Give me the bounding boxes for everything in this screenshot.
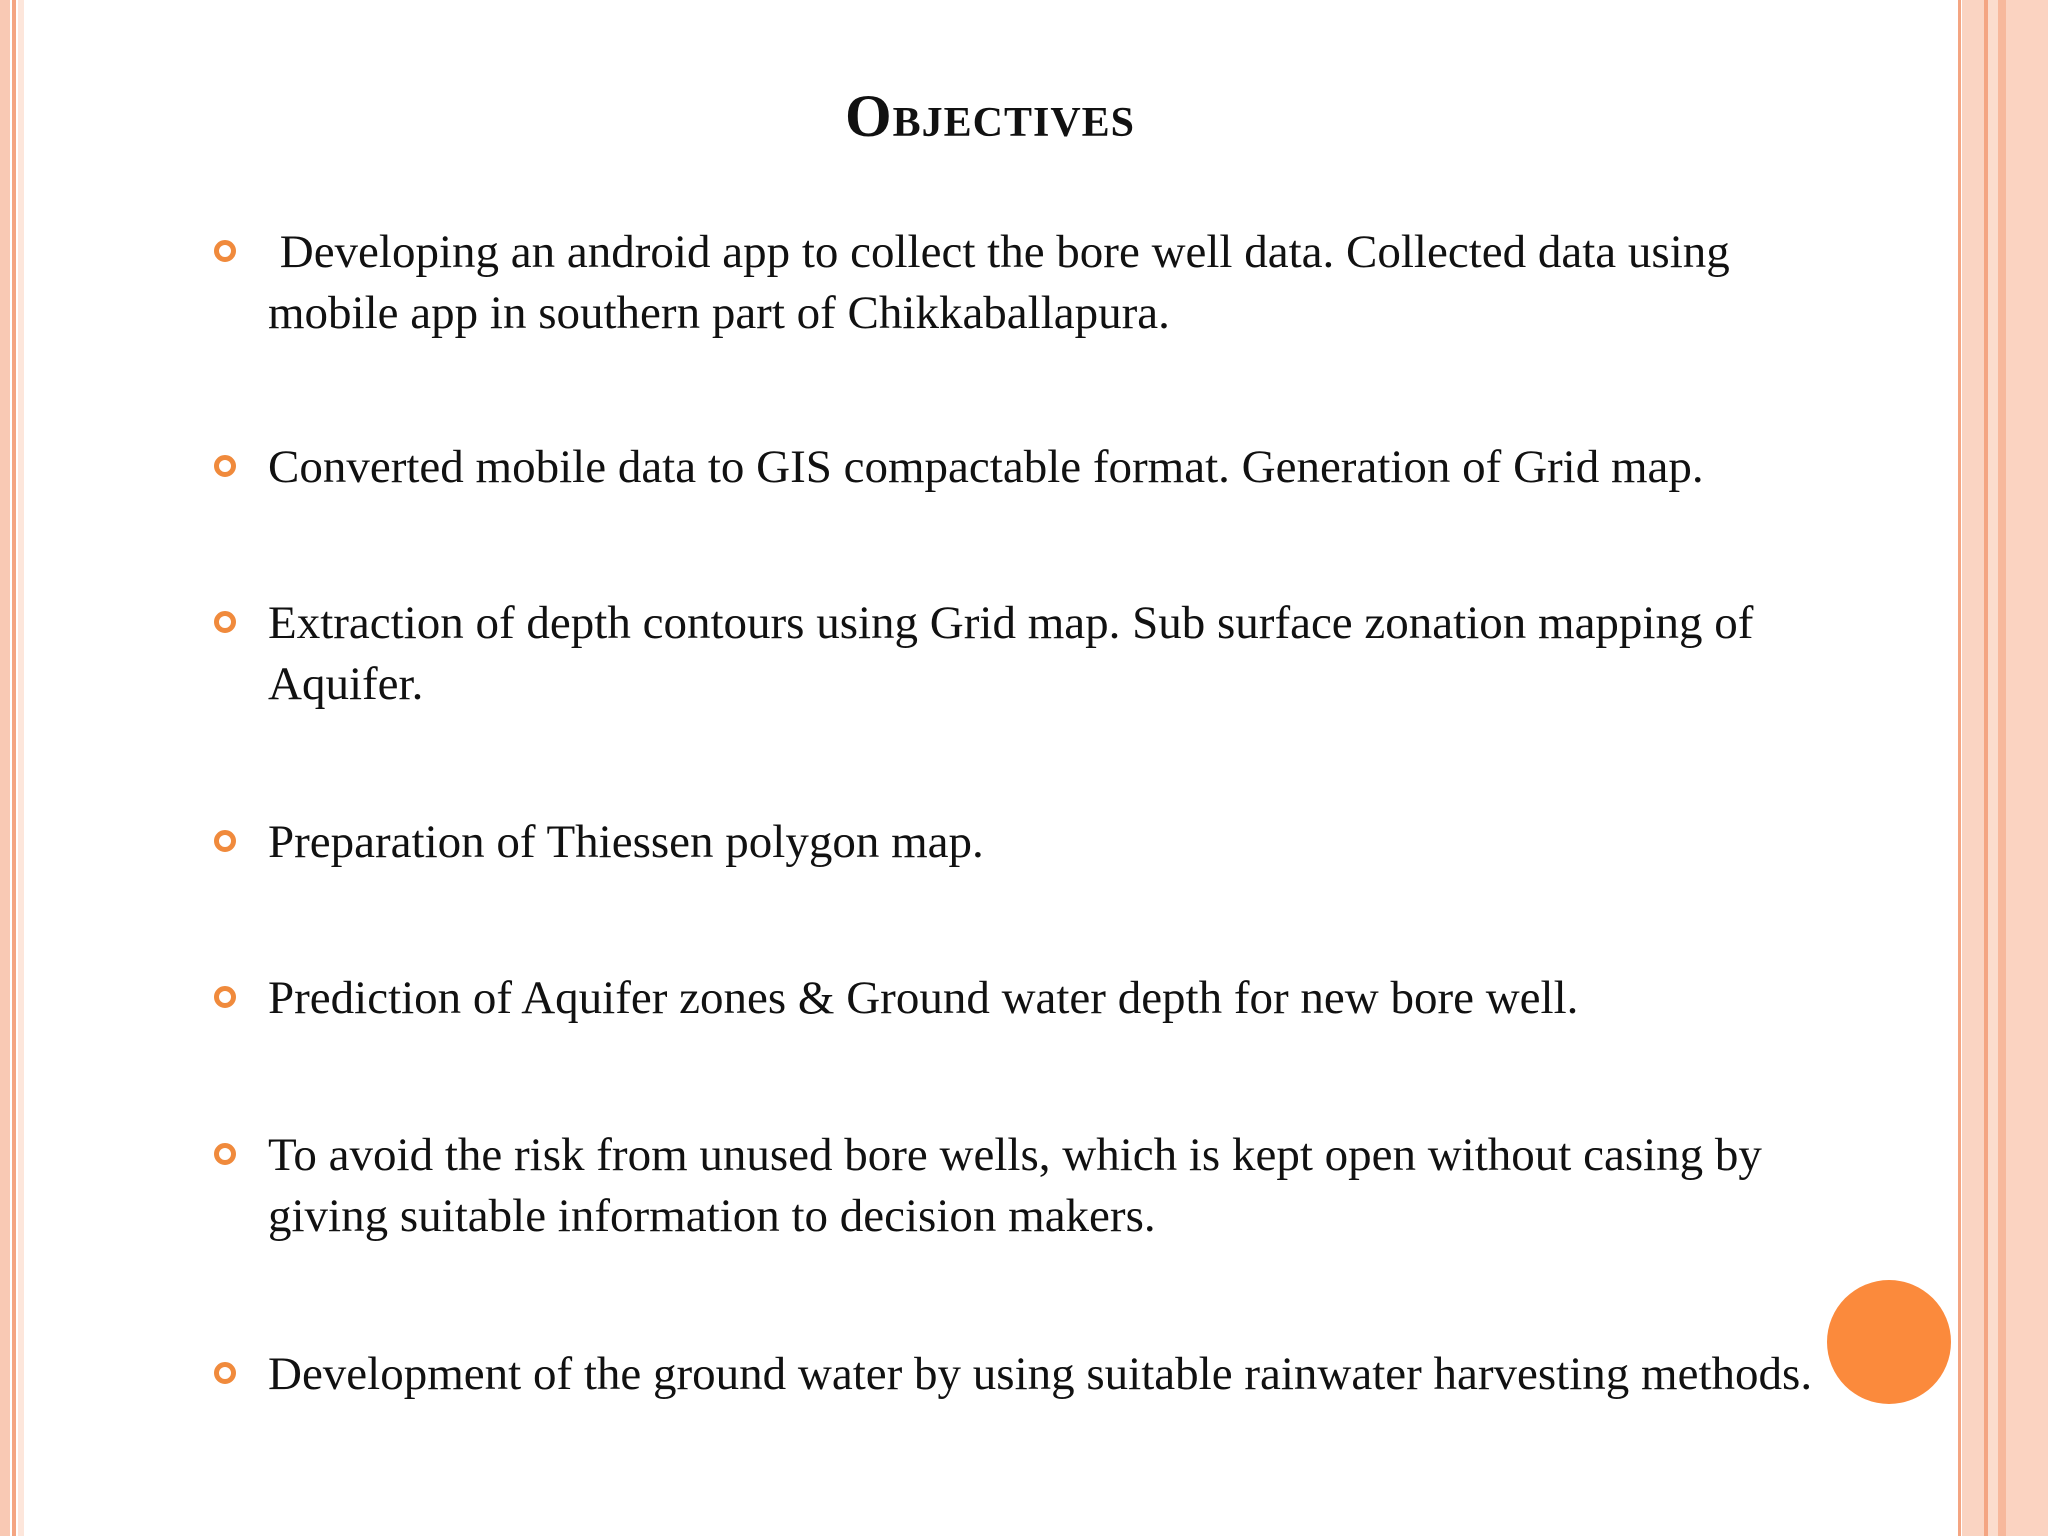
bullet-icon [214,240,236,262]
right-border-stripe [1998,0,2006,1536]
right-border-stripe [1962,0,1984,1536]
bullet-icon [214,1362,236,1384]
bullet-text: Converted mobile data to GIS compactable format. Generation of Grid map. [268,441,1704,493]
bullet-icon [214,455,236,477]
list-item [200,1344,1850,1405]
list-item [200,593,1850,715]
right-border-stripe [1958,0,1961,1536]
orange-circle-decoration [1827,1280,1951,1404]
list-item [200,437,1850,498]
bullet-text: To avoid the risk from unused bore wells, which is kept open without casing by giving suitable information to decision makers. [268,1129,1774,1242]
bullet-icon [214,611,236,633]
list-item [200,222,1850,344]
bullet-text: Prediction of Aquifer zones & Ground water depth for new bore well. [268,972,1579,1024]
list-item [200,1125,1850,1247]
bullet-text: Extraction of depth contours using Grid map. Sub surface zonation mapping of Aquifer. [268,597,1763,710]
left-border-stripe [18,0,24,1536]
bullet-text: Preparation of Thiessen polygon map. [268,816,984,868]
left-border-stripe [0,0,10,1536]
slide-title: Objectives [844,83,1136,149]
list-item [200,968,1850,1029]
bullet-text: Developing an android app to collect the bore well data. Collected data using mobile app in southern part of Chikkaballapura. [268,226,1742,339]
bullet-icon [214,986,236,1008]
bullet-icon [214,830,236,852]
right-border-stripe [2006,0,2048,1536]
left-border-stripe [12,0,16,1536]
bullet-icon [214,1143,236,1165]
bullet-text: Development of the ground water by using suitable rainwater harvesting methods. [268,1348,1813,1400]
right-border-stripe [1988,0,1998,1536]
list-item [200,812,1850,873]
